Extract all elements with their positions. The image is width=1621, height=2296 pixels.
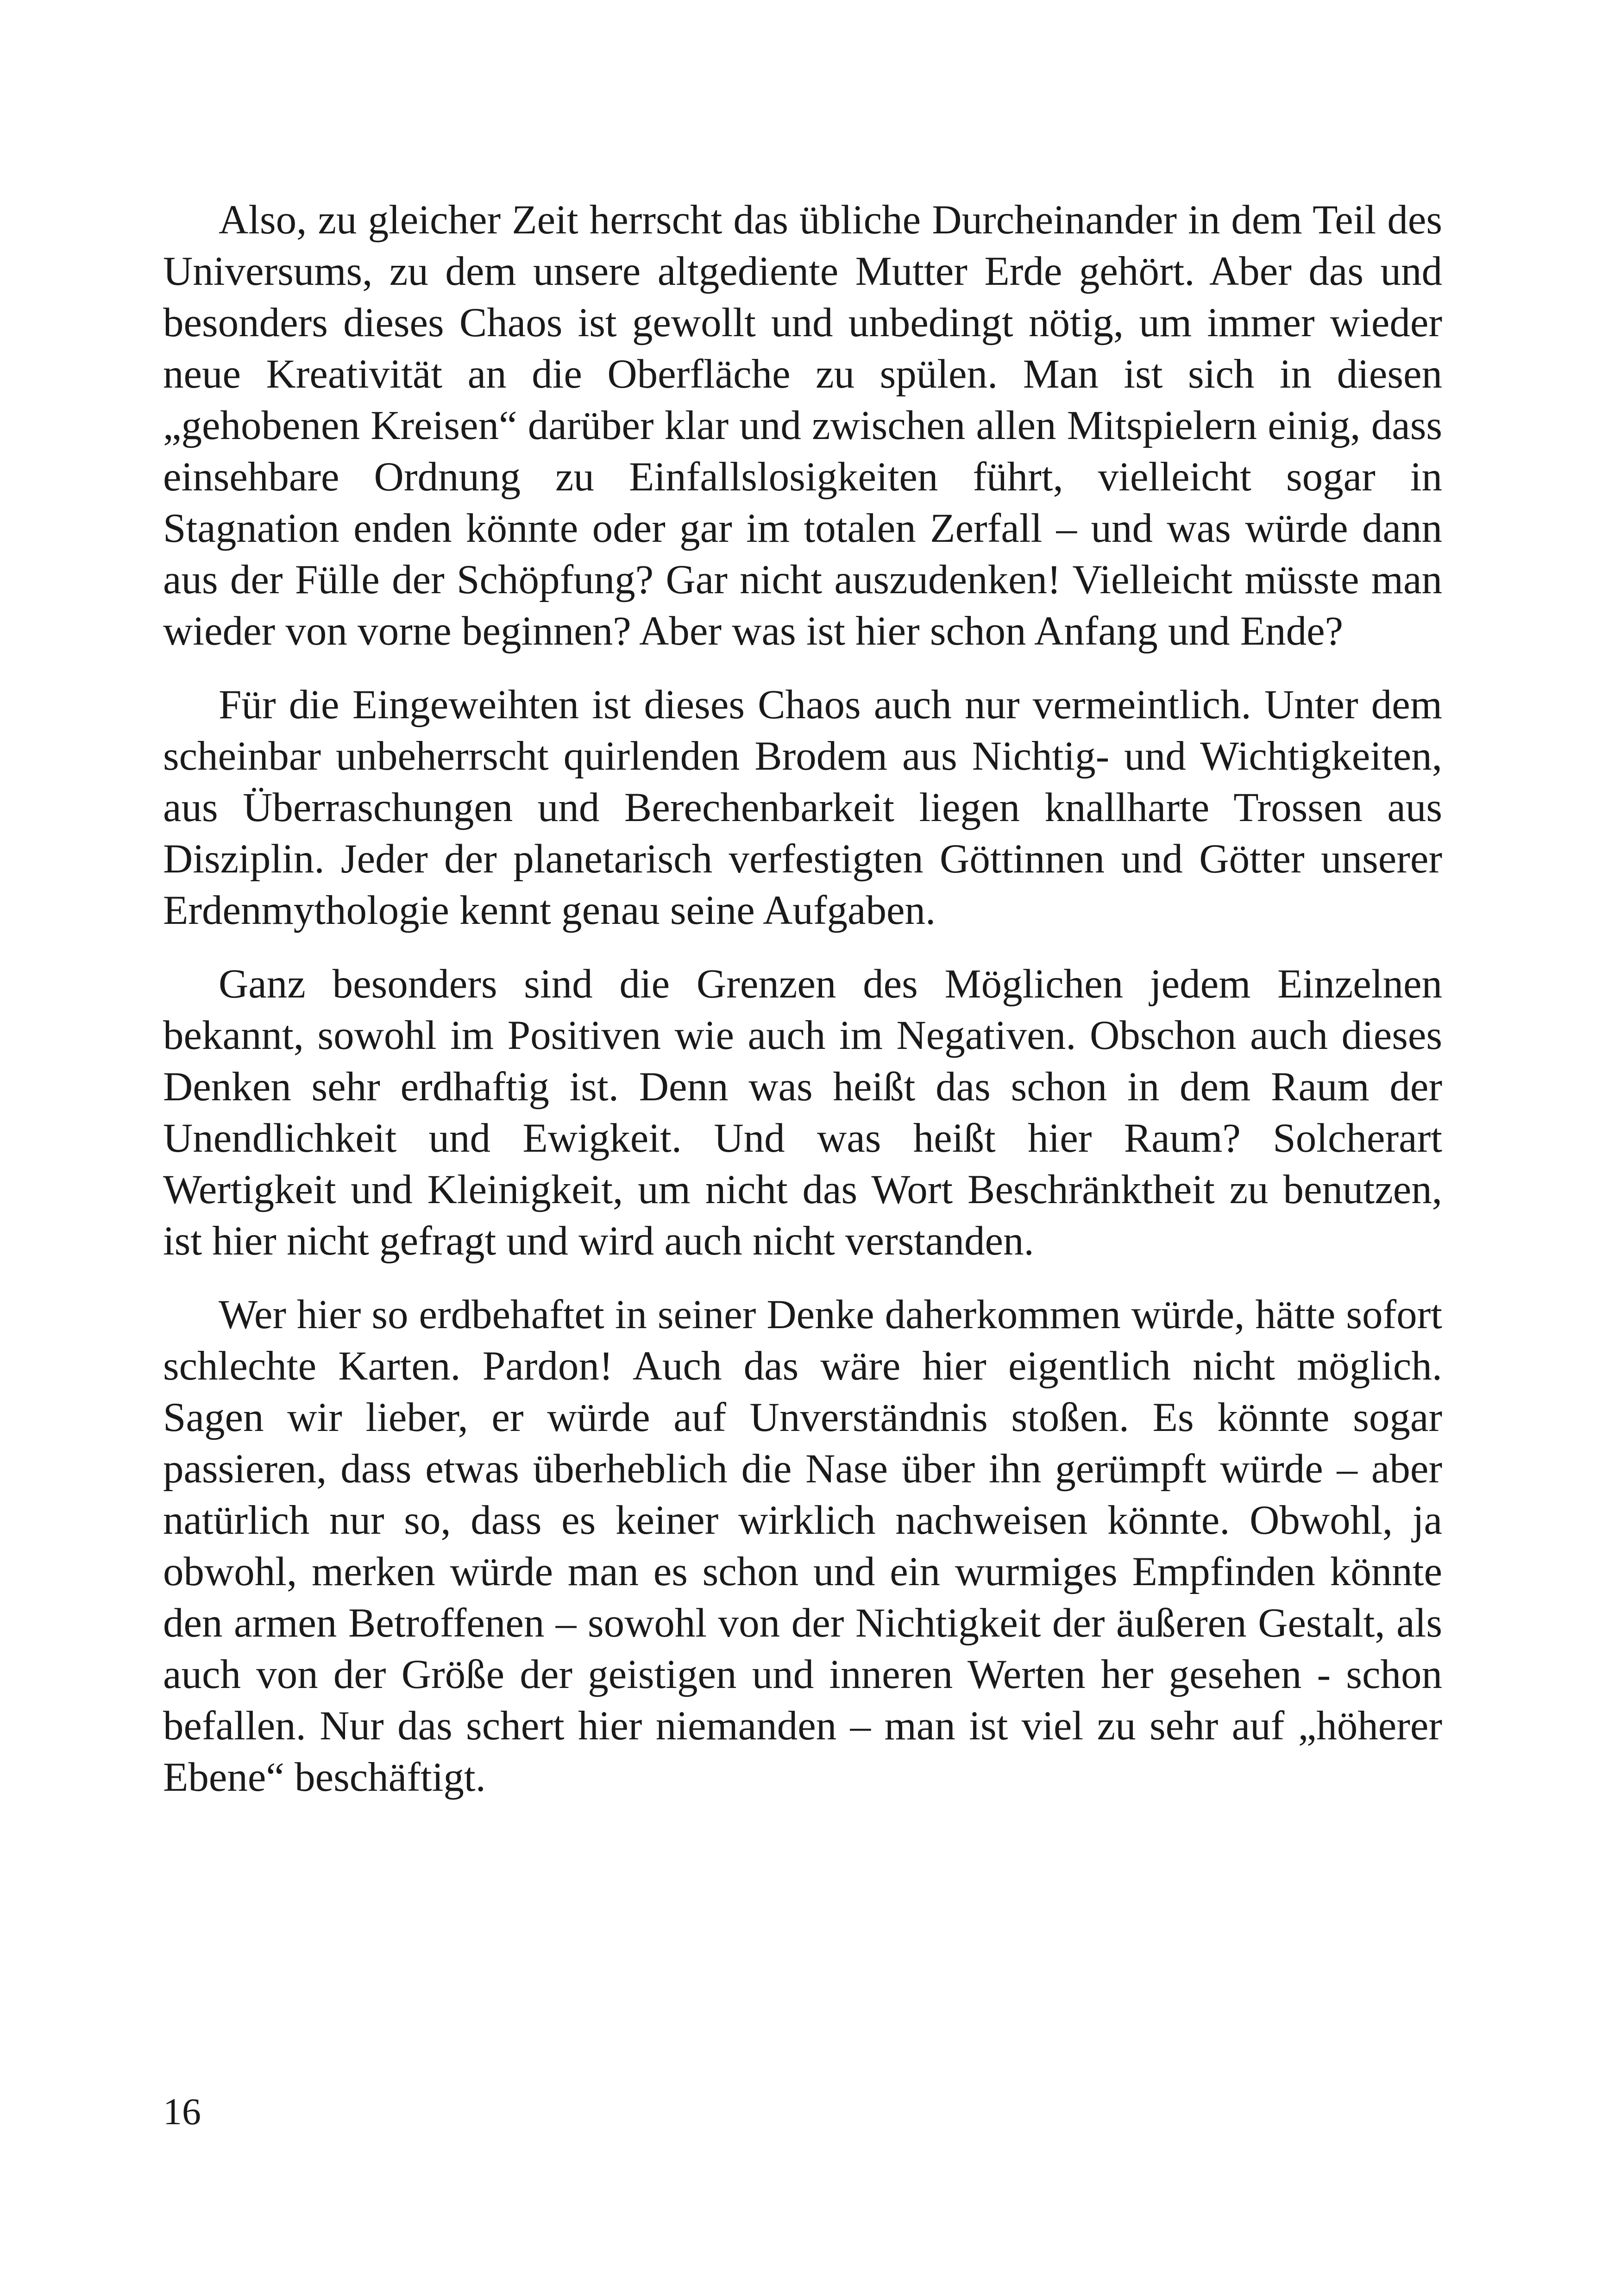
- body-text: [163, 194, 1442, 1826]
- paragraph-3: Ganz besonders sind die Grenzen des Möglichen jedem Einzelnen bekannt, sowohl im Positiven wie auch im Negativen. Obschon auch dieses Denken sehr erdhaftig ist. Denn was heißt das schon in dem Raum der Unendlichkeit und Ewigkeit. Und was heißt hier Raum? Solcherart Wertigkeit und Kleinigkeit, um nicht das Wort Beschränktheit zu benutzen, ist hier nicht gefragt und wird auch nicht verstanden.: [163, 961, 1442, 1264]
- paragraph-2: Für die Eingeweihten ist dieses Chaos auch nur vermeintlich. Unter dem scheinbar unbeherrscht quirlenden Brodem aus Nichtig- und Wichtigkeiten, aus Überraschungen und Berechenbarkeit liegen knallharte Trossen aus Disziplin. Jeder der planetarisch verfestigten Göttinnen und Götter unserer Erdenmythologie kennt genau seine Aufgaben.: [163, 682, 1442, 933]
- page-number: 16: [163, 2090, 201, 2133]
- paragraph-4: Wer hier so erdbehaftet in seiner Denke daherkommen würde, hätte sofort schlechte Karten. Pardon! Auch das wäre hier eigentlich nicht möglich. Sagen wir lieber, er würde auf Unverständnis stoßen. Es könnte sogar passieren, dass etwas überheblich die Nase über ihn gerümpft würde – aber natürlich nur so, dass es keiner wirklich nachweisen könnte. Obwohl, ja obwohl, merken würde man es schon und ein wurmiges Empfinden könnte den armen Betroffenen – sowohl von der Nichtigkeit der äußeren Gestalt, als auch von der Größe der geistigen und inneren Werten her gesehen - schon befallen. Nur das schert hier niemanden – man ist viel zu sehr auf „höherer Ebene“ beschäftigt.: [163, 1292, 1442, 1800]
- paragraph-1: Also, zu gleicher Zeit herrscht das übliche Durcheinander in dem Teil des Universums, zu dem unsere altgediente Mutter Erde gehört. Aber das und besonders dieses Chaos ist gewollt und unbedingt nötig, um immer wieder neue Kreativität an die Oberfläche zu spülen. Man ist sich in diesen „gehobenen Kreisen“ darüber klar und zwischen allen Mitspielern einig, dass einsehbare Ordnung zu Einfallslosigkeiten führt, vielleicht sogar in Stagnation enden könnte oder gar im totalen Zerfall – und was würde dann aus der Fülle der Schöpfung? Gar nicht auszudenken! Vielleicht müsste man wieder von vorne beginnen? Aber was ist hier schon Anfang und Ende?: [163, 197, 1442, 654]
